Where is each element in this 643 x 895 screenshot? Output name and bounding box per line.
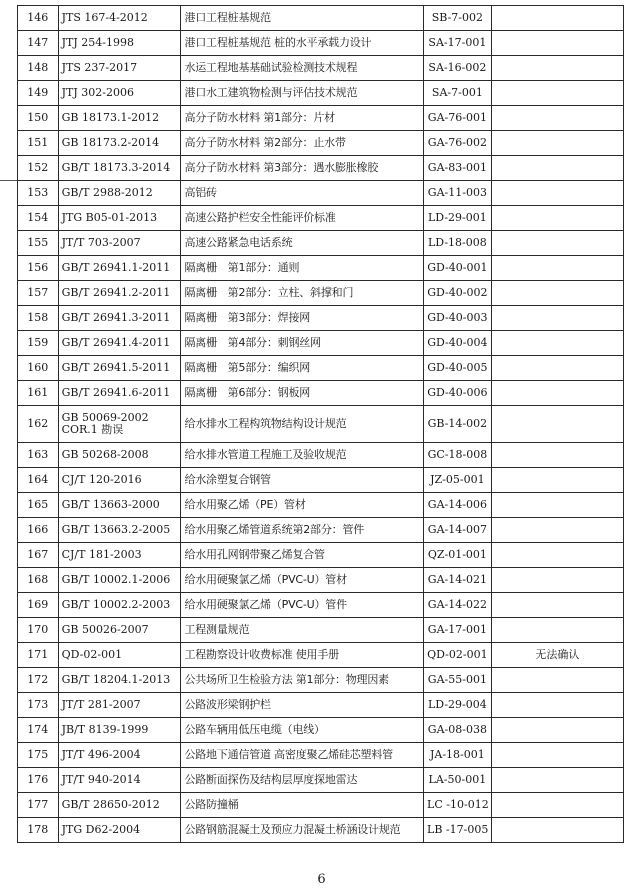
standard-name: 高速公路护栏安全性能评价标准 — [181, 206, 424, 231]
reference-code: GA-14-007 — [424, 518, 492, 543]
row-number: 151 — [18, 131, 59, 156]
margin-mark — [0, 180, 17, 181]
reference-code: GD-40-004 — [424, 331, 492, 356]
table-row — [18, 668, 624, 693]
standard-name: 给水排水工程构筑物结构设计规范 — [181, 406, 424, 443]
standard-name: 水运工程地基基础试验检测技术规程 — [181, 56, 424, 81]
standards-table-body — [18, 6, 624, 843]
remark — [491, 406, 623, 443]
table-row — [18, 618, 624, 643]
standard-name: 公路断面探伤及结构层厚度探地雷达 — [181, 768, 424, 793]
standard-name: 给水用硬聚氯乙烯（PVC-U）管材 — [181, 568, 424, 593]
row-number: 153 — [18, 181, 59, 206]
reference-code: LB -17-005 — [424, 818, 492, 843]
row-number: 161 — [18, 381, 59, 406]
reference-code: GC-18-008 — [424, 443, 492, 468]
remark — [491, 231, 623, 256]
standard-code: JTJ 302-2006 — [58, 81, 181, 106]
remark — [491, 468, 623, 493]
row-number: 156 — [18, 256, 59, 281]
reference-code: GA-55-001 — [424, 668, 492, 693]
row-number: 152 — [18, 156, 59, 181]
table-row — [18, 81, 624, 106]
remark — [491, 593, 623, 618]
table-row — [18, 543, 624, 568]
reference-code: LC -10-012 — [424, 793, 492, 818]
table-row — [18, 493, 624, 518]
table-row — [18, 156, 624, 181]
reference-code: GA-14-021 — [424, 568, 492, 593]
standards-table — [17, 5, 624, 843]
remark — [491, 518, 623, 543]
table-row — [18, 6, 624, 31]
reference-code: GA-14-022 — [424, 593, 492, 618]
remark — [491, 743, 623, 768]
reference-code: GA-83-001 — [424, 156, 492, 181]
standard-name: 隔离栅 第2部分：立柱、斜撑和门 — [181, 281, 424, 306]
standard-name: 高分子防水材料 第3部分：遇水膨胀橡胶 — [181, 156, 424, 181]
remark — [491, 306, 623, 331]
table-row — [18, 231, 624, 256]
standard-name: 给水用聚乙烯管道系统第2部分：管件 — [181, 518, 424, 543]
row-number: 164 — [18, 468, 59, 493]
standard-name: 给水涂塑复合钢管 — [181, 468, 424, 493]
reference-code: SA-17-001 — [424, 31, 492, 56]
table-row — [18, 356, 624, 381]
remark — [491, 256, 623, 281]
row-number: 166 — [18, 518, 59, 543]
row-number: 177 — [18, 793, 59, 818]
row-number: 150 — [18, 106, 59, 131]
standard-name: 公共场所卫生检验方法 第1部分：物理因素 — [181, 668, 424, 693]
remark — [491, 106, 623, 131]
standard-code: GB/T 26941.2-2011 — [58, 281, 181, 306]
standard-code: GB/T 18204.1-2013 — [58, 668, 181, 693]
reference-code: GB-14-002 — [424, 406, 492, 443]
remark — [491, 131, 623, 156]
reference-code: LA-50-001 — [424, 768, 492, 793]
standard-code: CJ/T 120-2016 — [58, 468, 181, 493]
table-row — [18, 643, 624, 668]
standard-code: JT/T 281-2007 — [58, 693, 181, 718]
table-row — [18, 818, 624, 843]
standard-name: 高分子防水材料 第2部分：止水带 — [181, 131, 424, 156]
standard-name: 给水用聚乙烯（PE）管材 — [181, 493, 424, 518]
row-number: 149 — [18, 81, 59, 106]
reference-code: QZ-01-001 — [424, 543, 492, 568]
row-number: 167 — [18, 543, 59, 568]
row-number: 169 — [18, 593, 59, 618]
standard-name: 工程勘察设计收费标准 使用手册 — [181, 643, 424, 668]
reference-code: GD-40-002 — [424, 281, 492, 306]
row-number: 155 — [18, 231, 59, 256]
remark — [491, 281, 623, 306]
standard-code: GB/T 26941.3-2011 — [58, 306, 181, 331]
standard-name: 港口工程桩基规范 桩的水平承载力设计 — [181, 31, 424, 56]
row-number: 154 — [18, 206, 59, 231]
row-number: 178 — [18, 818, 59, 843]
standard-name: 给水用孔网钢带聚乙烯复合管 — [181, 543, 424, 568]
remark — [491, 693, 623, 718]
reference-code: LD-29-001 — [424, 206, 492, 231]
table-row — [18, 406, 624, 443]
row-number: 172 — [18, 668, 59, 693]
standard-name: 高铝砖 — [181, 181, 424, 206]
remark — [491, 381, 623, 406]
row-number: 157 — [18, 281, 59, 306]
row-number: 173 — [18, 693, 59, 718]
standard-name: 公路地下通信管道 高密度聚乙烯硅芯塑料管 — [181, 743, 424, 768]
reference-code: QD-02-001 — [424, 643, 492, 668]
standard-code: GB 50026-2007 — [58, 618, 181, 643]
standard-code: JT/T 496-2004 — [58, 743, 181, 768]
standard-code: GB/T 26941.1-2011 — [58, 256, 181, 281]
remark — [491, 181, 623, 206]
standard-code: JTJ 254-1998 — [58, 31, 181, 56]
row-number: 162 — [18, 406, 59, 443]
row-number: 176 — [18, 768, 59, 793]
reference-code: SA-16-002 — [424, 56, 492, 81]
standard-name: 公路钢筋混凝土及预应力混凝土桥涵设计规范 — [181, 818, 424, 843]
standard-name: 给水排水管道工程施工及验收规范 — [181, 443, 424, 468]
remark — [491, 568, 623, 593]
reference-code: GD-40-006 — [424, 381, 492, 406]
remark — [491, 793, 623, 818]
reference-code: SA-7-001 — [424, 81, 492, 106]
table-row — [18, 206, 624, 231]
standard-code-line: GB 50069-2002 — [61, 411, 149, 424]
reference-code: GA-17-001 — [424, 618, 492, 643]
row-number: 158 — [18, 306, 59, 331]
standard-name: 公路波形梁钢护栏 — [181, 693, 424, 718]
remark — [491, 443, 623, 468]
standard-code: GB/T 13663-2000 — [58, 493, 181, 518]
row-number: 174 — [18, 718, 59, 743]
remark — [491, 818, 623, 843]
reference-code: GA-76-001 — [424, 106, 492, 131]
remark — [491, 31, 623, 56]
row-number: 160 — [18, 356, 59, 381]
page-number: 6 — [317, 872, 326, 887]
standard-code: JB/T 8139-1999 — [58, 718, 181, 743]
row-number: 170 — [18, 618, 59, 643]
standard-name: 港口工程桩基规范 — [181, 6, 424, 31]
table-row — [18, 593, 624, 618]
row-number: 175 — [18, 743, 59, 768]
remark — [491, 356, 623, 381]
remark: 无法确认 — [491, 643, 623, 668]
standard-code: GB/T 10002.1-2006 — [58, 568, 181, 593]
standard-code: JTG B05-01-2013 — [58, 206, 181, 231]
table-row — [18, 181, 624, 206]
standard-name: 隔离栅 第4部分：刺钢丝网 — [181, 331, 424, 356]
standard-code: GB 18173.2-2014 — [58, 131, 181, 156]
standard-code: JTS 167-4-2012 — [58, 6, 181, 31]
standard-code: JTS 237-2017 — [58, 56, 181, 81]
standard-name: 港口水工建筑物检测与评估技术规范 — [181, 81, 424, 106]
table-row — [18, 56, 624, 81]
remark — [491, 81, 623, 106]
table-row — [18, 381, 624, 406]
table-row — [18, 793, 624, 818]
row-number: 148 — [18, 56, 59, 81]
standard-name: 隔离栅 第5部分：编织网 — [181, 356, 424, 381]
reference-code: GA-11-003 — [424, 181, 492, 206]
standard-code: GB/T 13663.2-2005 — [58, 518, 181, 543]
remark — [491, 618, 623, 643]
reference-code: GD-40-005 — [424, 356, 492, 381]
row-number: 165 — [18, 493, 59, 518]
standard-code: JTG D62-2004 — [58, 818, 181, 843]
table-row — [18, 31, 624, 56]
table-row — [18, 131, 624, 156]
reference-code: JA-18-001 — [424, 743, 492, 768]
remark — [491, 56, 623, 81]
table-row — [18, 693, 624, 718]
table-row — [18, 443, 624, 468]
standard-code: GB/T 26941.6-2011 — [58, 381, 181, 406]
standard-name: 隔离栅 第6部分：钢板网 — [181, 381, 424, 406]
remark — [491, 718, 623, 743]
table-row — [18, 281, 624, 306]
row-number: 146 — [18, 6, 59, 31]
remark — [491, 6, 623, 31]
standard-code: GB/T 10002.2-2003 — [58, 593, 181, 618]
standard-code: GB/T 26941.4-2011 — [58, 331, 181, 356]
table-row — [18, 106, 624, 131]
standard-code: GB/T 26941.5-2011 — [58, 356, 181, 381]
row-number: 147 — [18, 31, 59, 56]
remark — [491, 668, 623, 693]
standard-code-line: COR.1 勘误 — [61, 423, 124, 436]
row-number: 171 — [18, 643, 59, 668]
table-row — [18, 518, 624, 543]
standard-code — [58, 406, 181, 443]
remark — [491, 206, 623, 231]
row-number: 163 — [18, 443, 59, 468]
table-row — [18, 768, 624, 793]
reference-code: GA-14-006 — [424, 493, 492, 518]
standard-code: GB/T 18173.3-2014 — [58, 156, 181, 181]
row-number: 159 — [18, 331, 59, 356]
reference-code: GD-40-001 — [424, 256, 492, 281]
standard-code: JT/T 703-2007 — [58, 231, 181, 256]
standard-code: JT/T 940-2014 — [58, 768, 181, 793]
standard-code: GB 50268-2008 — [58, 443, 181, 468]
row-number: 168 — [18, 568, 59, 593]
standard-name: 工程测量规范 — [181, 618, 424, 643]
standard-name: 高分子防水材料 第1部分：片材 — [181, 106, 424, 131]
standard-name: 隔离栅 第3部分：焊接网 — [181, 306, 424, 331]
standard-name: 高速公路紧急电话系统 — [181, 231, 424, 256]
remark — [491, 768, 623, 793]
standard-name: 公路防撞桶 — [181, 793, 424, 818]
reference-code: SB-7-002 — [424, 6, 492, 31]
standard-code: QD-02-001 — [58, 643, 181, 668]
standard-name: 隔离栅 第1部分：通则 — [181, 256, 424, 281]
reference-code: JZ-05-001 — [424, 468, 492, 493]
reference-code: LD-29-004 — [424, 693, 492, 718]
table-row — [18, 468, 624, 493]
table-row — [18, 306, 624, 331]
reference-code: GA-76-002 — [424, 131, 492, 156]
standard-code: GB/T 28650-2012 — [58, 793, 181, 818]
table-row — [18, 568, 624, 593]
reference-code: LD-18-008 — [424, 231, 492, 256]
remark — [491, 543, 623, 568]
table-row — [18, 256, 624, 281]
remark — [491, 156, 623, 181]
standard-code: CJ/T 181-2003 — [58, 543, 181, 568]
reference-code: GA-08-038 — [424, 718, 492, 743]
table-row — [18, 743, 624, 768]
standard-code: GB/T 2988-2012 — [58, 181, 181, 206]
table-row — [18, 331, 624, 356]
standard-name: 公路车辆用低压电缆（电线） — [181, 718, 424, 743]
standard-name: 给水用硬聚氯乙烯（PVC-U）管件 — [181, 593, 424, 618]
standard-code: GB 18173.1-2012 — [58, 106, 181, 131]
reference-code: GD-40-003 — [424, 306, 492, 331]
table-row — [18, 718, 624, 743]
remark — [491, 331, 623, 356]
remark — [491, 493, 623, 518]
